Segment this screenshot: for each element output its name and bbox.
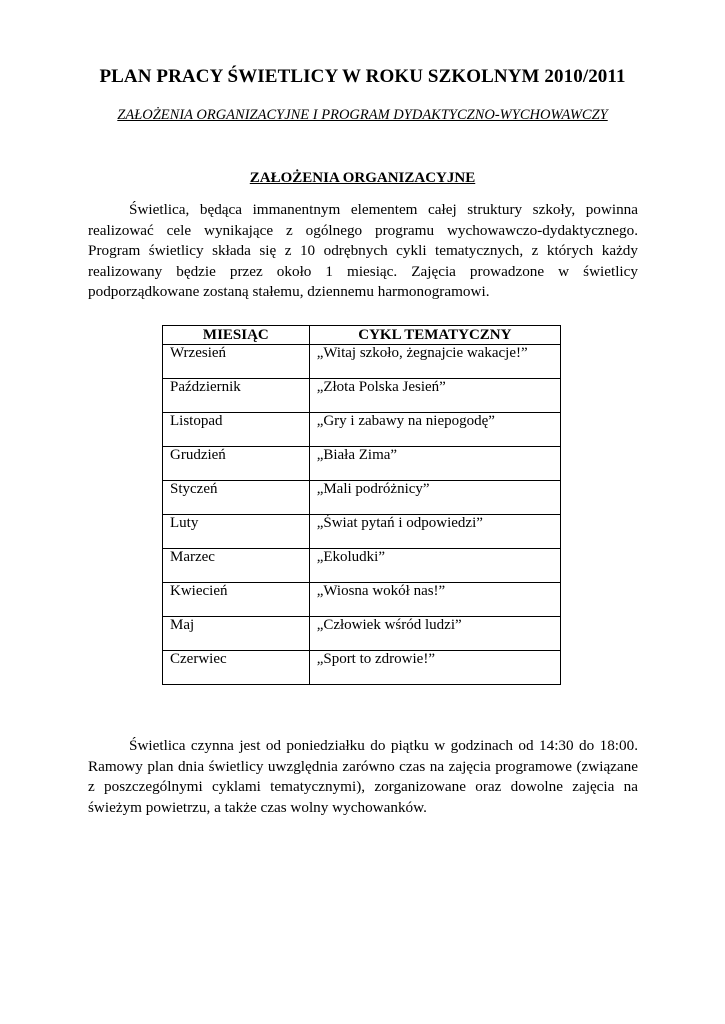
document-title: PLAN PRACY ŚWIETLICY W ROKU SZKOLNYM 2010/2011 bbox=[99, 66, 626, 87]
month-cell: Marzec bbox=[163, 549, 310, 583]
month-cell: Listopad bbox=[163, 413, 310, 447]
month-cell: Wrzesień bbox=[163, 345, 310, 379]
cycle-column-header: CYKL TEMATYCZNY bbox=[309, 326, 560, 345]
table-row bbox=[163, 447, 561, 481]
cycle-cell: „Witaj szkoło, żegnajcie wakacje!” bbox=[309, 345, 560, 379]
cycle-cell: „Biała Zima” bbox=[309, 447, 560, 481]
table-row bbox=[163, 651, 561, 685]
month-cell: Styczeń bbox=[163, 481, 310, 515]
month-cell: Czerwiec bbox=[163, 651, 310, 685]
month-cell: Luty bbox=[163, 515, 310, 549]
cycle-cell: „Ekoludki” bbox=[309, 549, 560, 583]
cycle-cell: „Złota Polska Jesień” bbox=[309, 379, 560, 413]
month-cell: Grudzień bbox=[163, 447, 310, 481]
month-cell: Październik bbox=[163, 379, 310, 413]
month-cell: Maj bbox=[163, 617, 310, 651]
cycle-cell: „Wiosna wokół nas!” bbox=[309, 583, 560, 617]
table-row bbox=[163, 549, 561, 583]
table-row bbox=[163, 413, 561, 447]
month-cell: Kwiecień bbox=[163, 583, 310, 617]
cycle-cell: „Świat pytań i odpowiedzi” bbox=[309, 515, 560, 549]
table-row bbox=[163, 345, 561, 379]
document-subtitle: ZAŁOŻENIA ORGANIZACYJNE I PROGRAM DYDAKTYCZNO-WYCHOWAWCZY bbox=[117, 107, 608, 123]
cycle-cell: „Gry i zabawy na niepogodę” bbox=[309, 413, 560, 447]
cycle-cell: „Mali podróżnicy” bbox=[309, 481, 560, 515]
table-row bbox=[163, 583, 561, 617]
table-row bbox=[163, 515, 561, 549]
table-row bbox=[163, 617, 561, 651]
schedule-paragraph: Świetlica czynna jest od poniedziałku do piątku w godzinach od 14:30 do 18:00. Ramowy plan dnia świetlicy uwzględnia zarówno czas na zajęcia programowe (związane z poszczególnymi cyklami tematycznymi), zorganizowane oraz dowolne zajęcia na świeżym powietrzu, a także czas wolny wychowanków. bbox=[88, 737, 638, 816]
table-row bbox=[163, 379, 561, 413]
thematic-cycles-table bbox=[162, 325, 561, 685]
cycle-cell: „Sport to zdrowie!” bbox=[309, 651, 560, 685]
section-heading: ZAŁOŻENIA ORGANIZACYJNE bbox=[249, 170, 476, 186]
table-row bbox=[163, 481, 561, 515]
month-column-header: MIESIĄC bbox=[163, 326, 310, 345]
intro-paragraph: Świetlica, będąca immanentnym elementem całej struktury szkoły, powinna realizować cele wynikające z ogólnego programu wychowawczo-dydaktycznego. Program świetlicy składa się z 10 odrębnych cykli tematycznych, z których każdy realizowany będzie przez około 1 miesiąc. Zajęcia prowadzone w świetlicy podporządkowane zostaną stałemu, dziennemu harmonogramowi. bbox=[88, 201, 638, 300]
table-header-row bbox=[163, 326, 561, 345]
cycle-cell: „Człowiek wśród ludzi” bbox=[309, 617, 560, 651]
